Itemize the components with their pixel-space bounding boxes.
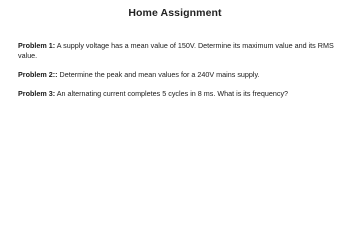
document-title: Home Assignment — [128, 7, 222, 19]
problem-3-label: Problem 3: — [18, 89, 56, 98]
problem-1-label: Problem 1: — [18, 41, 56, 50]
problem-2-text: Determine the peak and mean values for a 240V mains supply. — [57, 70, 260, 79]
problem-3 — [18, 89, 336, 99]
document-page — [0, 0, 350, 111]
problem-2-label: Problem 2:: — [18, 70, 58, 79]
problem-2 — [18, 70, 336, 80]
problem-3-text: An alternating current completes 5 cycles in 8 ms. What is its frequency? — [55, 89, 289, 98]
problem-1-text: A supply voltage has a mean value of 150V. Determine its maximum value and its RMS value. — [18, 41, 334, 60]
problem-1 — [18, 41, 336, 60]
